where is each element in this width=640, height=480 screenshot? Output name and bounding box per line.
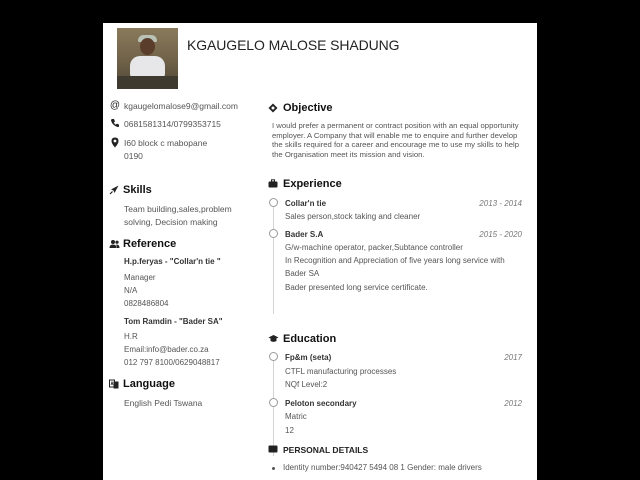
id-card-icon [267, 445, 279, 457]
reference-2-role: H.R [124, 332, 138, 341]
objective-heading: Objective [283, 102, 333, 114]
location-pin-icon [109, 137, 121, 152]
education-1-line1: CTFL manufacturing processes [285, 367, 397, 376]
personal-detail-1: Identity number:940427 5494 08 1 Gender: male drivers [283, 463, 482, 472]
skills-line1: Team building,sales,problem [124, 204, 232, 214]
experience-2-title: Bader S.A [285, 230, 324, 239]
language-heading: Language [123, 378, 175, 390]
bullet [272, 467, 275, 470]
timeline-dot [269, 398, 278, 407]
reference-2-email: Email:info@bader.co.za [124, 345, 209, 354]
resume-page [103, 23, 537, 480]
experience-2-line3: Bader SA [285, 269, 320, 278]
timeline-dot [269, 229, 278, 238]
reference-heading: Reference [123, 238, 177, 250]
profile-photo [117, 28, 178, 89]
experience-1-line1: Sales person,stock taking and cleaner [285, 212, 421, 221]
experience-2-line2: In Recognition and Appreciation of five years long service with [285, 256, 505, 265]
crosshair-icon [267, 103, 279, 117]
experience-2-date: 2015 - 2020 [479, 230, 522, 239]
phone-text: 0681581314/0799353715 [124, 119, 221, 129]
education-2-line2: 12 [285, 426, 294, 435]
education-1-line2: NQf Level:2 [285, 380, 328, 389]
education-1-title: Fp&m (seta) [285, 353, 332, 362]
reference-1-email: N/A [124, 286, 138, 295]
education-timeline [273, 358, 274, 456]
education-heading: Education [283, 333, 337, 345]
education-2-title: Peloton secondary [285, 399, 357, 408]
at-icon: @ [109, 100, 121, 111]
language-text: English Pedi Tswana [124, 398, 203, 408]
address-line2: 0190 [124, 151, 143, 161]
experience-2-line4: Bader presented long service certificate. [285, 283, 428, 292]
skills-line2: solving, Decision making [124, 217, 218, 227]
reference-1-phone: 0828486804 [124, 299, 169, 308]
timeline-dot [269, 198, 278, 207]
experience-1-title: Collar'n tie [285, 199, 327, 208]
graduation-cap-icon [267, 334, 279, 347]
reference-1-name: H.p.feryas - "Collar'n tie " [124, 257, 221, 266]
address-line1: I60 block c mabopane [124, 138, 208, 148]
experience-2-line1: G/w-machine operator, packer,Subtance controller [285, 243, 463, 252]
personal-details-heading: PERSONAL DETAILS [283, 445, 369, 455]
briefcase-icon [267, 179, 279, 192]
skills-heading: Skills [123, 184, 152, 196]
users-icon [108, 239, 120, 253]
experience-1-date: 2013 - 2014 [479, 199, 522, 208]
reference-2-name: Tom Ramdin - "Bader SA" [124, 317, 223, 326]
email-text: kgaugelomalose9@gmail.com [124, 101, 238, 111]
reference-2-phone: 012 797 8100/0629048817 [124, 358, 220, 367]
phone-icon [109, 118, 121, 132]
timeline-dot [269, 352, 278, 361]
candidate-name: KGAUGELO MALOSE SHADUNG [187, 37, 400, 53]
education-2-date: 2012 [504, 399, 522, 408]
objective-text: I would prefer a permanent or contract position with an equal opportunity employer. A Company that will enable me to enquire and further develop the skills required for a career and encourage me to use my skills to help the Organisation meet its mission and vision. [272, 121, 519, 159]
experience-timeline [273, 204, 274, 314]
rocket-icon [108, 185, 120, 199]
language-icon [108, 379, 120, 393]
education-2-line1: Matric [285, 412, 307, 421]
reference-1-role: Manager [124, 273, 156, 282]
education-1-date: 2017 [504, 353, 522, 362]
experience-heading: Experience [283, 178, 342, 190]
